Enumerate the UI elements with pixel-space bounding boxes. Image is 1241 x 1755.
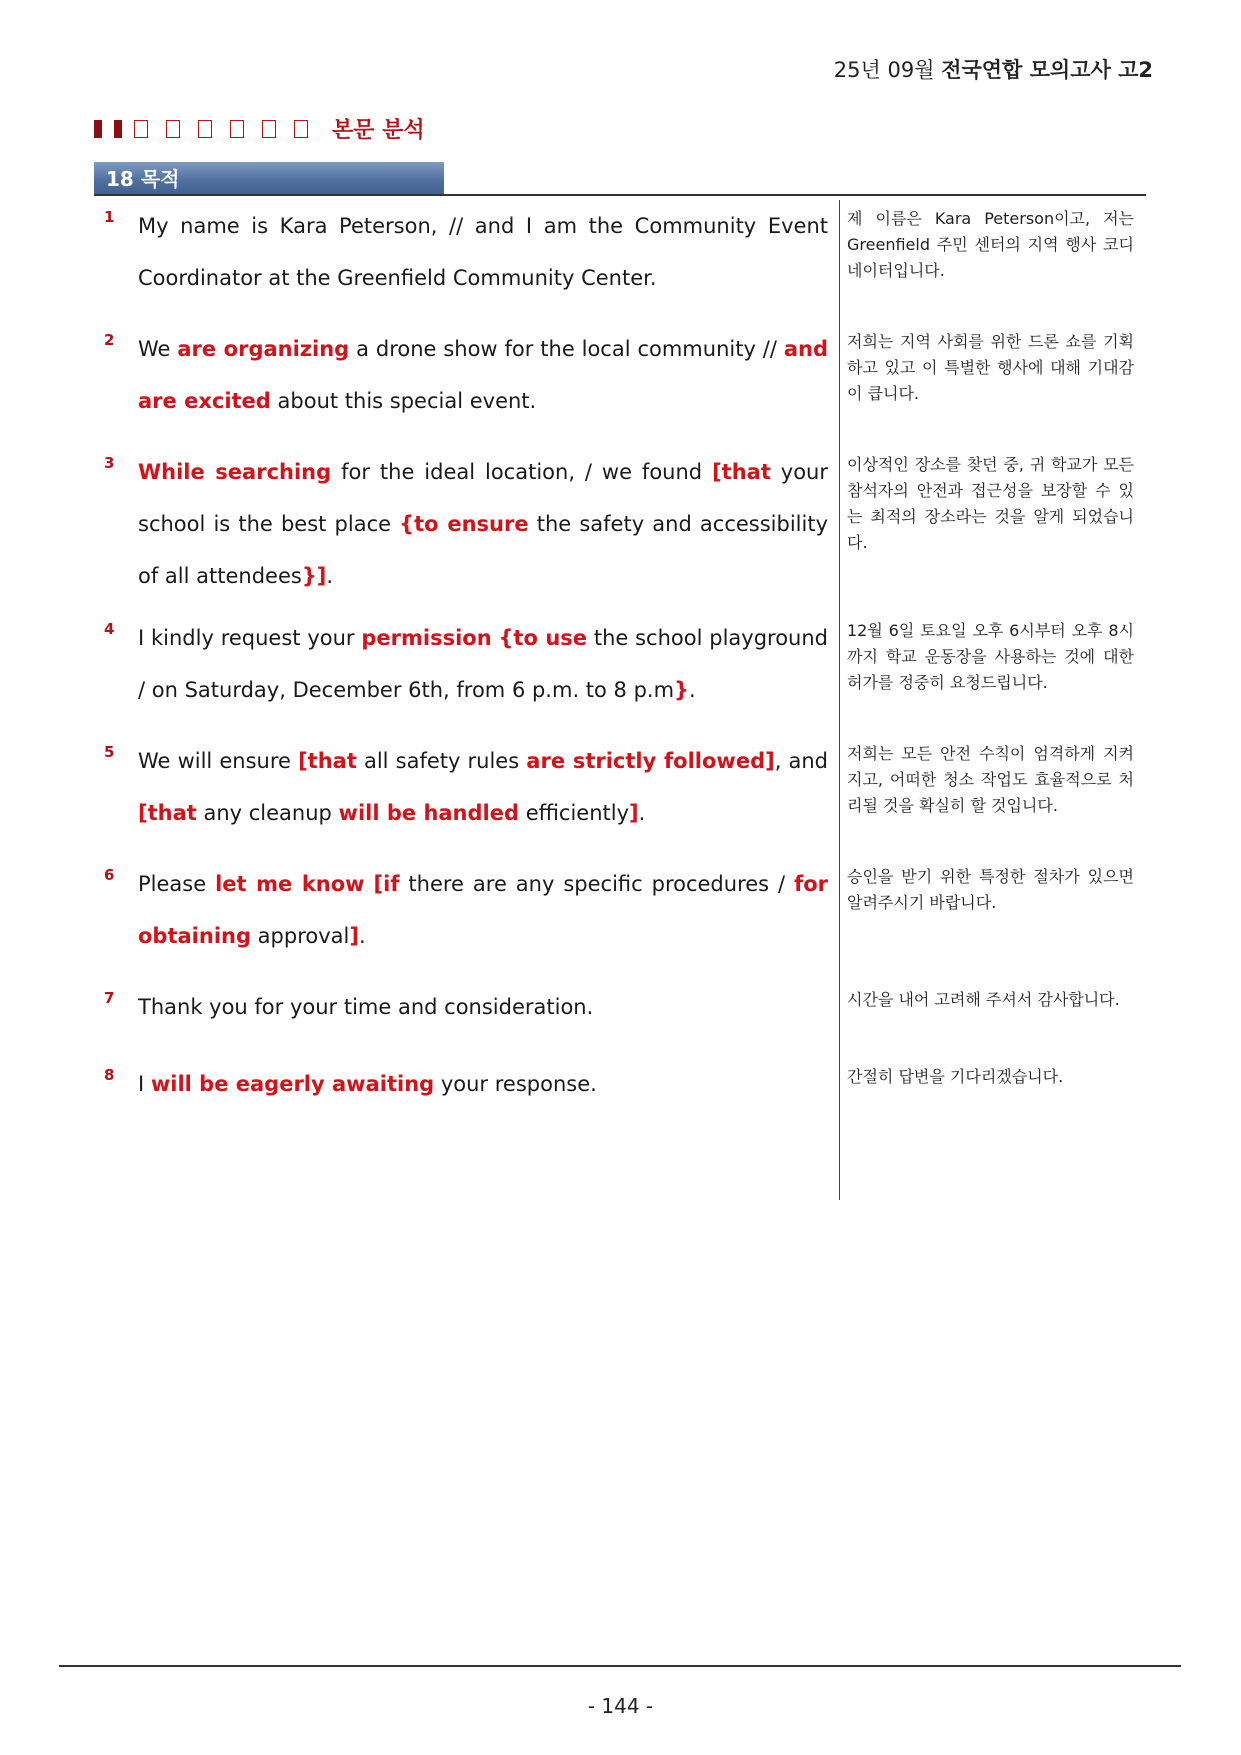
text-span: all safety rules — [356, 749, 527, 773]
highlight-span: will be eagerly awaiting — [150, 1072, 435, 1096]
footer-rule — [59, 1665, 1181, 1667]
text-span: We — [138, 337, 178, 361]
question-rule — [94, 194, 1146, 196]
text-span: efficiently — [519, 801, 630, 825]
exam-name: 전국연합 모의고사 고2 — [941, 58, 1153, 82]
english-sentence — [138, 1058, 828, 1110]
english-sentence — [138, 200, 828, 304]
highlight-span: and — [783, 337, 828, 361]
text-span: . — [326, 564, 334, 588]
sentence-number: 1 — [104, 208, 115, 226]
highlight-span: } — [674, 678, 689, 702]
box-glyph-icon — [230, 120, 244, 138]
text-span: , and — [774, 749, 829, 773]
text-span: your school is the best place — [138, 460, 829, 536]
highlight-span: will be handled — [338, 801, 520, 825]
text-span — [777, 337, 784, 361]
highlight-span: While searching — [138, 460, 332, 484]
korean-translation: 저희는 모든 안전 수칙이 엄격하게 지켜지고, 어떠한 청소 작업도 효율적으로 처리될 것을 확실히 할 것입니다. — [847, 744, 1134, 815]
sentence-number: 6 — [104, 866, 115, 884]
text-span: Thank you for your time and consideration. — [138, 995, 594, 1019]
highlight-span: for obtaining — [138, 872, 828, 948]
box-glyph-icon — [134, 120, 148, 138]
highlight-span: are organizing — [177, 337, 350, 361]
english-sentence — [138, 323, 828, 427]
highlight-span: [if — [373, 872, 400, 896]
exam-date: 25년 09월 — [833, 58, 935, 82]
highlight-span: [that — [138, 801, 197, 825]
text-span: We will ensure — [138, 749, 299, 773]
korean-translation: 승인을 받기 위한 특정한 절차가 있으면 알려주시기 바랍니다. — [847, 867, 1134, 912]
sentence-number: 7 — [104, 989, 115, 1007]
highlight-span: let me know — [215, 872, 365, 896]
box-glyph-icon — [294, 120, 308, 138]
box-glyph-icon — [198, 120, 212, 138]
highlight-span: {to use — [498, 626, 588, 650]
text-span: the safety and accessibility of all attendees — [138, 512, 828, 588]
highlight-span: }] — [301, 564, 327, 588]
text-span: there are any specific procedures / — [399, 872, 795, 896]
text-span: approval — [251, 924, 350, 948]
highlight-span: [that — [712, 460, 771, 484]
text-span: a drone show for the local community — [349, 337, 763, 361]
english-sentence — [138, 981, 828, 1033]
bullet-bar-icon — [114, 120, 122, 138]
text-span: Please — [138, 872, 216, 896]
korean-translation: 시간을 내어 고려해 주셔서 감사합니다. — [847, 990, 1120, 1009]
korean-translation: 제 이름은 Kara Peterson이고, 저는 Greenfield 주민 센터의 지역 행사 코디네이터입니다. — [847, 209, 1134, 280]
sentence-number: 8 — [104, 1066, 115, 1084]
korean-translation: 12월 6일 토요일 오후 6시부터 오후 8시까지 학교 운동장을 사용하는 것에 대한 허가를 정중히 요청드립니다. — [847, 621, 1134, 692]
text-span: about this special event. — [270, 389, 537, 413]
sentence-number: 2 — [104, 331, 115, 349]
korean-translation: 이상적인 장소를 찾던 중, 귀 학교가 모든 참석자의 안전과 접근성을 보장할 수 있는 최적의 장소라는 것을 알게 되었습니다. — [847, 455, 1134, 552]
page-number: - 144 - — [587, 1694, 654, 1718]
sentence-number: 3 — [104, 454, 115, 472]
text-span: your response. — [434, 1072, 597, 1096]
question-banner: 18 목적 — [94, 162, 444, 196]
sentence-number: 4 — [104, 620, 115, 638]
highlight-span: ] — [349, 924, 359, 948]
korean-translation: 저희는 지역 사회를 위한 드론 쇼를 기획하고 있고 이 특별한 행사에 대해 기대감이 큽니다. — [847, 332, 1134, 403]
section-heading — [94, 113, 425, 144]
sentence-number: 5 — [104, 743, 115, 761]
text-span: . — [638, 801, 646, 825]
box-glyph-icon — [166, 120, 180, 138]
bullet-bar-icon — [94, 120, 102, 138]
english-sentence — [138, 612, 828, 716]
section-title: 본문 분석 — [332, 118, 425, 143]
column-divider — [839, 200, 840, 1200]
text-span: // — [762, 337, 777, 361]
highlight-span: permission — [361, 626, 492, 650]
english-sentence — [138, 735, 828, 839]
text-span: I kindly request your — [138, 626, 362, 650]
highlight-span: [that — [298, 749, 357, 773]
text-span: My name is Kara Peterson, — [138, 214, 450, 238]
text-span: for the ideal location, / we found — [331, 460, 713, 484]
highlight-span: {to ensure — [399, 512, 529, 536]
exam-header — [834, 54, 1153, 84]
english-sentence — [138, 446, 828, 602]
text-span: // — [449, 214, 464, 238]
text-span: . — [358, 924, 366, 948]
korean-translation: 간절히 답변을 기다리겠습니다. — [847, 1067, 1064, 1086]
highlight-span: ] — [629, 801, 639, 825]
highlight-span: are excited — [138, 389, 271, 413]
text-span: any cleanup — [196, 801, 339, 825]
box-glyph-icon — [262, 120, 276, 138]
text-span: . — [689, 678, 696, 702]
highlight-span: are strictly followed] — [526, 749, 775, 773]
text-span: I — [138, 1072, 151, 1096]
text-span: and I am the Community Event Coordinator at the Greenfield Community Center. — [138, 214, 828, 290]
text-span — [365, 872, 374, 896]
text-span: the school playground / on Saturday, December 6th, from 6 p.m. to 8 p.m — [138, 626, 828, 702]
english-sentence — [138, 858, 828, 962]
